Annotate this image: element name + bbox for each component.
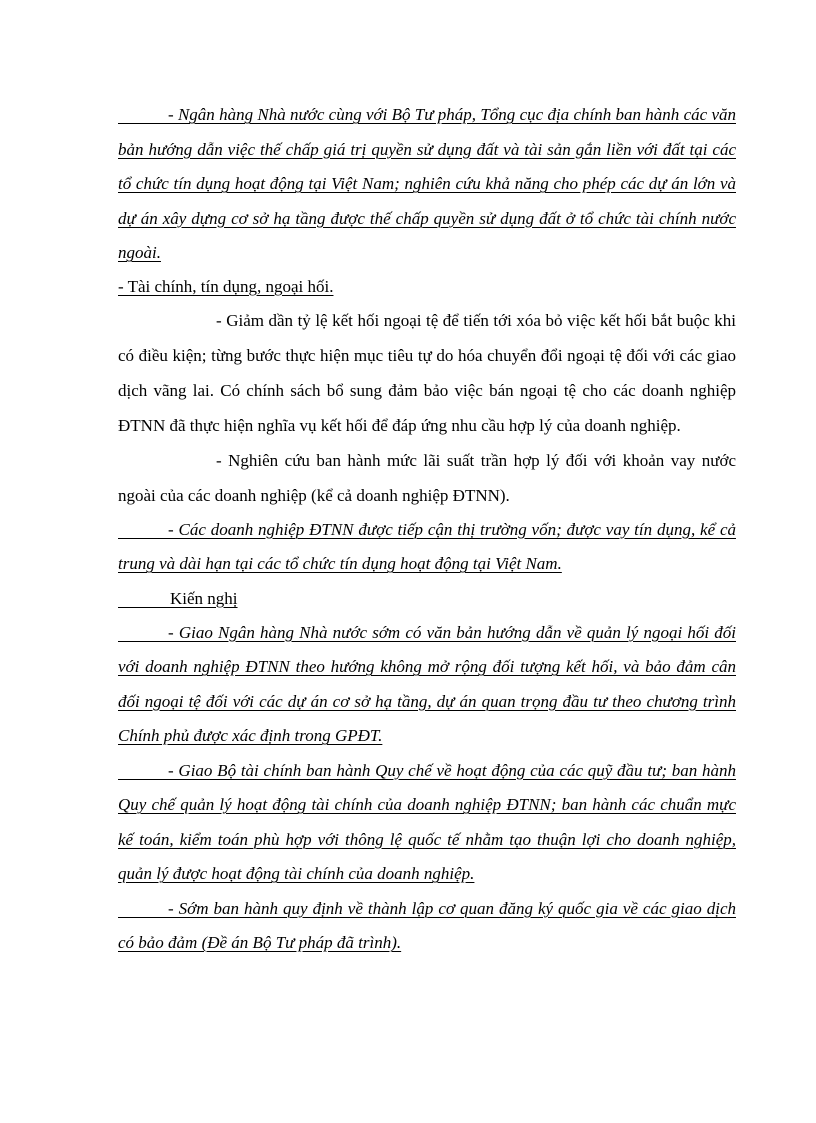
leader-line (118, 778, 168, 780)
paragraph-mortgage-guidance (118, 98, 736, 271)
paragraph-text: - Sớm ban hành quy định về thành lập cơ quan đăng ký quốc gia về các giao dịch có bảo đảm (Đề án Bộ Tư pháp đã trình). (118, 898, 736, 952)
paragraph-text: - Các doanh nghiệp ĐTNN được tiếp cận thị trường vốn; được vay tín dụng, kể cả trung và dài hạn tại các tổ chức tín dụng hoạt động tại Việt Nam. (118, 519, 736, 573)
paragraph-text: - Ngân hàng Nhà nước cùng với Bộ Tư pháp, Tổng cục địa chính ban hành các văn bản hướng dẫn việc thế chấp giá trị quyền sử dụng đất và tài sản gắn liền với đất tại các tổ chức tín dụng hoạt động tại Việt Nam; nghiên cứu khả năng cho phép các dự án lớn và dự án xây dựng cơ sở hạ tầng được thế chấp quyền sử dụng đất ở tổ chức tài chính nước ngoài. (118, 105, 736, 262)
leader-line (118, 537, 168, 539)
leader-line (118, 640, 168, 642)
section-heading-finance: - Tài chính, tín dụng, ngoại hối. (118, 276, 334, 296)
paragraph-text: - Giao Ngân hàng Nhà nước sớm có văn bản hướng dẫn về quản lý ngoại hối đối với doanh nghiệp ĐTNN theo hướng không mở rộng đối tượng kết hối, và bảo đảm cân đối ngoại tệ đối với các dự án cơ sở hạ tầng, dự án quan trọng đầu tư theo chương trình Chính phủ được xác định trong GPĐT. (118, 622, 736, 745)
paragraph-ministry-finance (118, 754, 736, 892)
paragraph-text: - Giao Bộ tài chính ban hành Quy chế về hoạt động của các quỹ đầu tư; ban hành Quy chế quản lý hoạt động tài chính của doanh nghiệp ĐTNN; ban hành các chuẩn mực kế toán, kiểm toán phù hợp với thông lệ quốc tế nhằm tạo thuận lợi cho doanh nghiệp, quản lý được hoạt động tài chính của doanh nghiệp. (118, 760, 736, 883)
paragraph-capital-market (118, 513, 736, 582)
leader-line (118, 916, 168, 918)
leader-line (118, 122, 168, 124)
heading-recommendations (118, 582, 736, 616)
paragraph-secured-transactions (118, 892, 736, 961)
leader-line (118, 607, 170, 608)
heading-text: Kiến nghị (170, 588, 238, 608)
paragraph-interest-ceiling: - Nghiên cứu ban hành mức lãi suất trần hợp lý đối với khoản vay nước ngoài của các doanh nghiệp (kể cả doanh nghiệp ĐTNN). (118, 450, 736, 505)
paragraph-state-bank-guidance (118, 616, 736, 754)
paragraph-foreign-exchange: - Giảm dần tỷ lệ kết hối ngoại tệ để tiến tới xóa bỏ việc kết hối bắt buộc khi có điều kiện; từng bước thực hiện mục tiêu tự do hóa chuyển đổi ngoại tệ đối với các giao dịch vãng lai. Có chính sách bổ sung đảm bảo việc bán ngoại tệ cho các doanh nghiệp ĐTNN đã thực hiện nghĩa vụ kết hối để đáp ứng nhu cầu hợp lý của doanh nghiệp. (118, 310, 736, 435)
document-body (118, 98, 736, 961)
